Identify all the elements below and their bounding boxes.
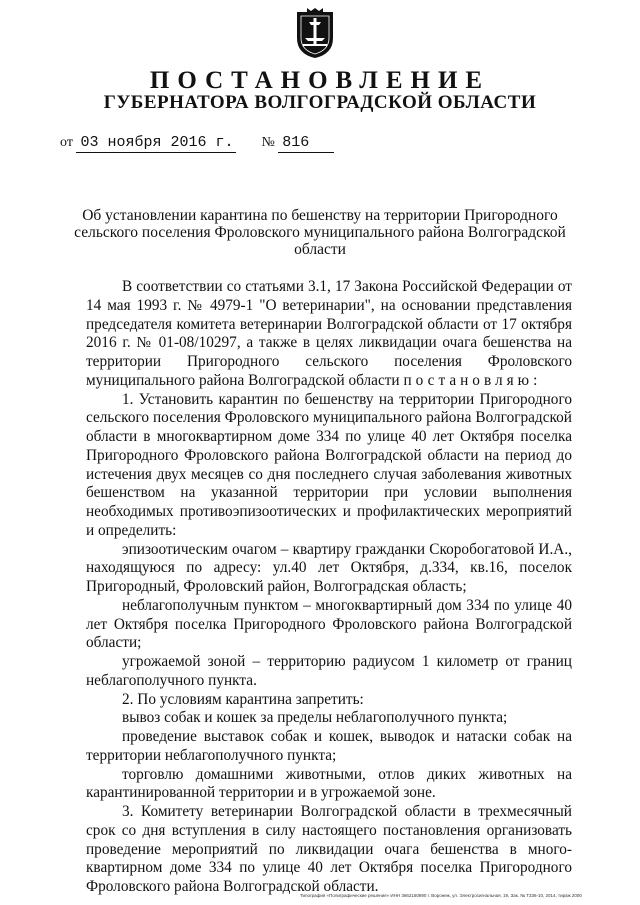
document-body bbox=[86, 278, 572, 897]
paragraph-2b: проведение выставок собак и кошек, выводок и натаски собак на территории неблагополучного пункта; bbox=[86, 728, 572, 764]
date-label: от bbox=[60, 135, 73, 150]
preamble-text: В соответствии со статьями 3.1, 17 Закона Российской Федерации от 14 мая 1993 г. № 4979-1 "О ветеринарии", на основании представления председателя комитета ветеринарии Волгоградской области от 17 октября 2016 г. № 01-08/10297, а также в целях ликвидации очага бешенства на территории Пригородного сельского поселения Фроловского муниципального района Волгоградской области bbox=[86, 278, 572, 389]
date-value: 03 ноября 2016 г. bbox=[76, 134, 236, 153]
document-date-number-line bbox=[60, 132, 334, 154]
paragraph-2c: торговлю домашними животными, отлов диких животных на карантинированной территории и в угрожаемой зоне. bbox=[86, 765, 572, 802]
number-label: № bbox=[261, 135, 275, 150]
paragraph-2a: вывоз собак и кошек за пределы неблагополучного пункта; bbox=[122, 709, 508, 727]
coat-of-arms-icon bbox=[295, 8, 335, 60]
paragraph-1a: эпизоотическим очагом – квартиру гражданки Скоробогатовой И.А., находящуюся по адресу: ул.40 лет Октября, д.334, кв.16, поселок Пригородный, Фроловский район, Волгоградская область; bbox=[86, 540, 572, 595]
paragraph-1: 1. Установить карантин по бешенству на территории Пригородного сельского поселения Фроловского муниципального района Волгоградской области в многоквартирном доме 334 по улице 40 лет Октября поселка Пригородного Фроловского района Волгоградской области на период до истечения двух месяцев со дня последнего случая заболевания животных бешенством на указанной территории при условии выполнения необходимых противоэпизоотических и профилактических мероприятий и определить: bbox=[86, 390, 572, 539]
paragraph-2: 2. По условиям карантина запретить: bbox=[122, 690, 364, 708]
document-subject: Об установлении карантина по бешенству на территории Пригородного сельского поселения Фроловского муниципального района Волгоградской области bbox=[74, 207, 566, 258]
document-title: ПОСТАНОВЛЕНИЕ bbox=[149, 67, 491, 94]
paragraph-1c: угрожаемой зоной – территорию радиусом 1 километр от границ неблагополучного пункта. bbox=[86, 653, 572, 689]
paragraph-preamble bbox=[86, 278, 572, 391]
paragraph-1b: неблагополучным пунктом – многоквартирный дом 334 по улице 40 лет Октября поселка Пригородного Фроловского района Волгоградской области; bbox=[86, 596, 572, 652]
number-value: 816 bbox=[278, 134, 334, 153]
printer-imprint: Типография «Полиграфические решения» ИНН 3662160890 г. Воронеж, ул. Электросигнальная, 19, Зак. № Т336-10, 2014, тираж 2000 bbox=[300, 893, 582, 898]
paragraph-3: 3. Комитету ветеринарии Волгоградской области в трехмесячный срок со дня вступления в силу настоящего постановления организовать проведение мероприятий по ликвидации очага бешенства в много-квартирном доме 334 по улице 40 лет Октября поселка Пригородного Фроловского района Волгоградской области. bbox=[86, 803, 572, 895]
document-issuer: ГУБЕРНАТОРА ВОЛГОГРАДСКОЙ ОБЛАСТИ bbox=[103, 92, 537, 113]
decree-word: постановляю: bbox=[403, 371, 542, 389]
